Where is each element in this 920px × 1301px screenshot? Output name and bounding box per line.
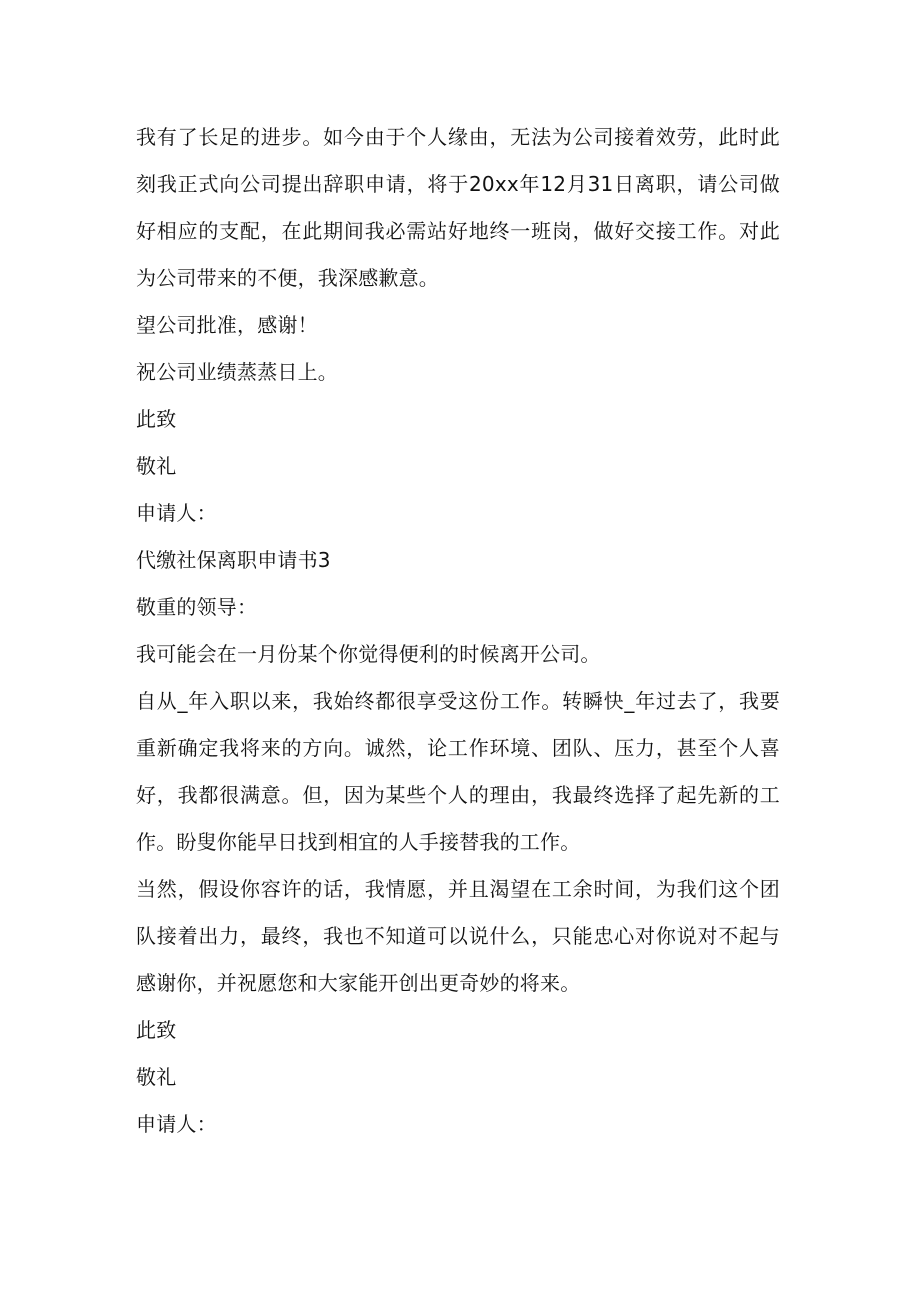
closing-salutation: 此致 [136,1018,177,1042]
paragraph-gratitude: 当然，假设你容许的话，我情愿，并且渴望在工余时间，为我们这个团队接着出力，最终，我也不知道可以说什么，只能忠心对你说对不起与感谢你，并祝愿您和大家能开创出更奇妙的将来。 [136,877,780,995]
closing-respect: 敬礼 [136,454,177,478]
paragraph-reasons: 自从_年入职以来，我始终都很享受这份工作。转瞬快_年过去了，我要重新确定我将来的方向。诚然，论工作环境、团队、压力，甚至个人喜好，我都很满意。但，因为某些个人的理由，我最终选择了起先新的工作。盼叟你能早日找到相宜的人手接替我的工作。 [136,689,780,854]
paragraph-resignation-statement: 我有了长足的进步。如今由于个人缘由，无法为公司接着效劳，此时此刻我正式向公司提出辞职申请，将于20xx年12月31日离职，请公司做好相应的支配，在此期间我必需站好地终一班岗，做好交接工作。对此为公司带来的不便，我深感歉意。 [136,125,780,290]
paragraph-request-approval: 望公司批准，感谢！ [136,313,318,337]
greeting: 敬重的领导： [136,595,258,619]
applicant-label: 申请人： [136,1112,217,1136]
paragraph-wishes: 祝公司业绩蒸蒸日上。 [136,360,338,384]
closing-respect: 敬礼 [136,1065,177,1089]
applicant-label: 申请人： [136,501,217,525]
closing-salutation: 此致 [136,407,177,431]
letter-title: 代缴社保离职申请书3 [136,548,331,572]
paragraph-leave-timing: 我可能会在一月份某个你觉得便利的时候离开公司。 [136,642,601,666]
document-body [136,114,780,1148]
